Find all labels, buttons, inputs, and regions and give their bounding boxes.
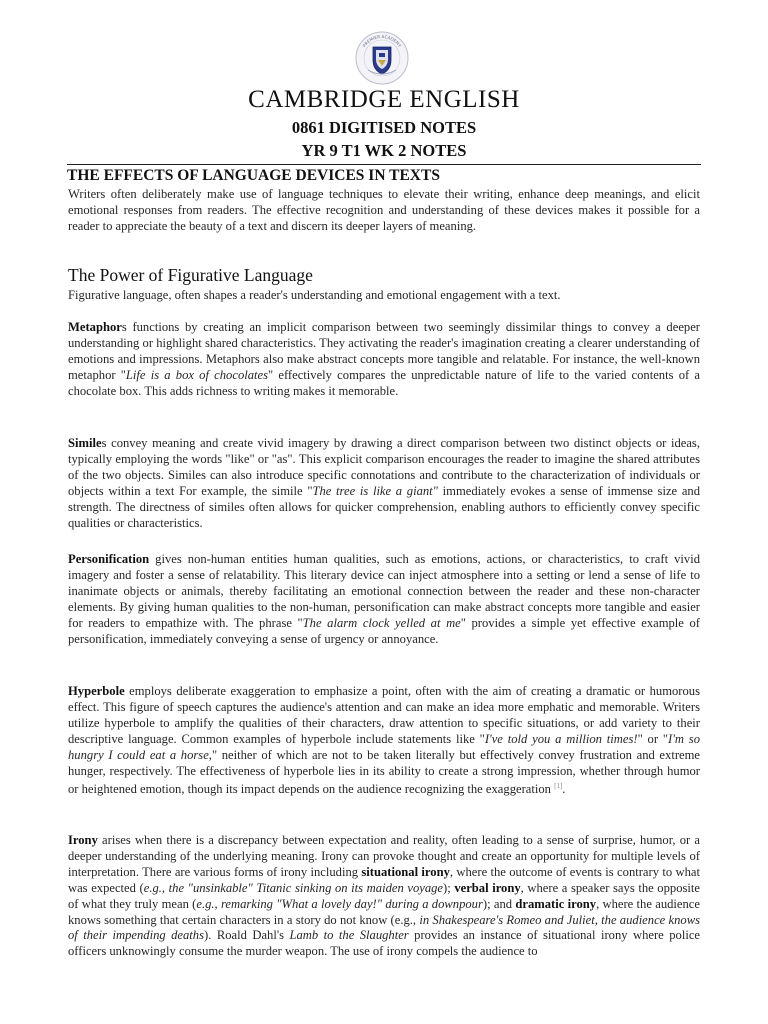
figurative-heading: The Power of Figurative Language bbox=[68, 265, 313, 285]
personification-paragraph: Personification gives non-human entities human qualities, such as emotions, actions, or characteristics, to craft vivid imagery and foster a sense of relatability. This literary device can inject atmosphere into a setting or lend a sense of life to inanimate objects or animals, thereby facilitating an emotional connection between the reader and these non-character elements. By giving human qualities to the non-human, personification can make abstract concepts more tangible and easier for readers to empathize with. The phrase "The alarm clock yelled at me" provides a simple yet effective example of personification, immediately conveying a sense of urgency or annoyance. bbox=[68, 552, 700, 646]
crest-logo bbox=[354, 30, 410, 86]
term-hyperbole: Hyperbole bbox=[68, 684, 125, 698]
section-heading: THE EFFECTS OF LANGUAGE DEVICES IN TEXTS bbox=[67, 164, 701, 185]
footnote-marker[interactable]: [1] bbox=[554, 782, 563, 791]
logo-text: PREMIER ACADEMY bbox=[361, 33, 403, 49]
figurative-intro: Figurative language, often shapes a reader's understanding and emotional engagement with a text. bbox=[68, 288, 561, 302]
metaphor-paragraph: Metaphors functions by creating an implicit comparison between two seemingly dissimilar things to convey a deeper understanding or highlight shared characteristics. They activating the reader's imagination creating a clearer understanding of emotions and impressions. Metaphors also make abstract concepts more tangible and relatable. For instance, the well-known metaphor "Life is a box of chocolates" effectively compares the unpredictable nature of life to the varied contents of a chocolate box. This adds richness to writing makes it memorable. bbox=[68, 320, 700, 398]
irony-paragraph: Irony arises when there is a discrepancy between expectation and reality, often leading to a sense of surprise, humor, or a deeper understanding of the underlying meaning. Irony can provoke thought and create an opportunity for multiple levels of interpretation. There are various forms of irony including situational irony, where the outcome of events is contrary to what was expected (e.g., the "unsinkable" Titanic sinking on its maiden voyage); verbal irony, where a speaker says the opposite of what they truly mean (e.g., remarking "What a lovely day!" during a downpour); and dramatic irony, where the audience knows something that certain characters in a story do not know (e.g., in Shakespeare's Romeo and Juliet, the audience knows of their impending deaths). Roald Dahl's Lamb to the Slaughter provides an instance of situational irony where police officers unknowingly consume the murder weapon. The use of irony compels the audience to bbox=[68, 833, 700, 959]
subtitle-week: YR 9 T1 WK 2 NOTES bbox=[301, 141, 467, 160]
page-title: CAMBRIDGE ENGLISH bbox=[248, 86, 520, 113]
subtitle-notes: 0861 DIGITISED NOTES bbox=[291, 118, 477, 137]
hyperbole-paragraph: Hyperbole employs deliberate exaggeration to emphasize a point, often with the aim of creating a dramatic or humorous effect. This figure of speech captures the audience's attention and can make an idea more emphatic and memorable. Writers utilize hyperbole to amplify the qualities of their characters, draw attention to specific situations, or add variety to their descriptive language. Common examples of hyperbole include statements like "I've told you a million times!" or "I'm so hungry I could eat a horse," neither of which are not to be taken literally but effectively convey frustration and extreme hunger, respectively. The effectiveness of hyperbole lies in its ability to create a strong impression, whether through humor or heightened emotion, though its impact depends on the audience recognizing the exaggeration [1]. bbox=[68, 684, 701, 797]
intro-paragraph: Writers often deliberately make use of language techniques to elevate their writing, enhance deep meanings, and elicit emotional responses from readers. The effective recognition and understanding of these devices makes it possible for a reader to appreciate the beauty of a text and discern its deeper layers of meaning. bbox=[68, 187, 700, 233]
simile-paragraph: Similes convey meaning and create vivid imagery by drawing a direct comparison between two distinct objects or ideas, typically employing the words "like" or "as". This explicit comparison encourages the reader to imagine the shared attributes of the two objects. Similes can also introduce specific connotations and contribute to the characterization of individuals or objects within a text For example, the simile "The tree is like a giant" immediately evokes a sense of immense size and strength. The directness of similes often allows for quicker comprehension, enabling authors to efficiently convey specific qualities or characteristics. bbox=[68, 436, 701, 530]
term-simile: Simile bbox=[68, 436, 102, 450]
term-metaphor: Metaphor bbox=[68, 320, 122, 334]
term-irony: Irony bbox=[68, 833, 98, 847]
term-personification: Personification bbox=[68, 552, 150, 566]
